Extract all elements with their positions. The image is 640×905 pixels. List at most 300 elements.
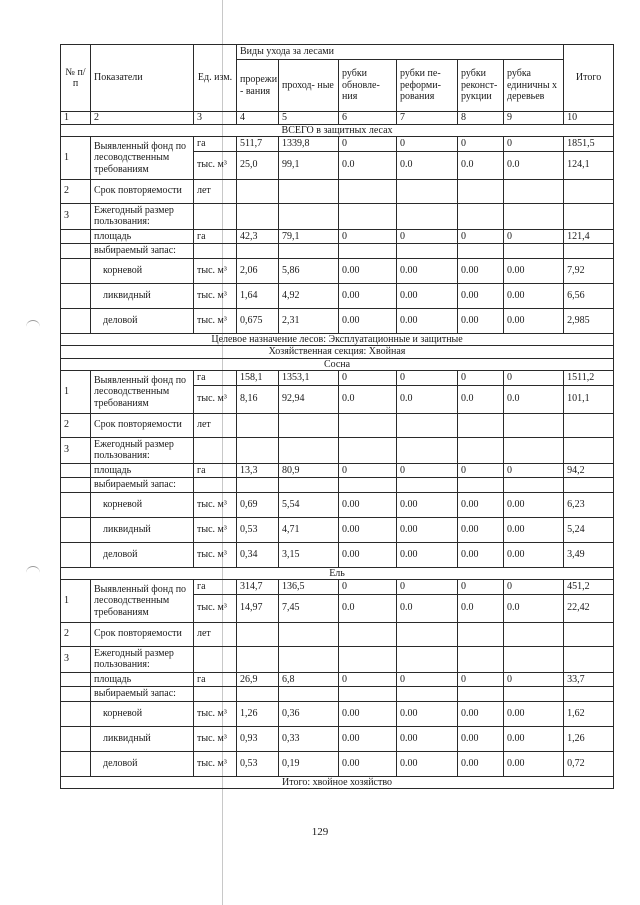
empty-cell [61, 701, 91, 726]
value-cell: 0,33 [279, 726, 339, 751]
table-row [61, 726, 614, 751]
header-care-types: Виды ухода за лесами [237, 45, 564, 60]
value-cell: 0.0 [504, 594, 564, 622]
header-number: № п/п [61, 45, 91, 112]
value-cell: 0.00 [504, 517, 564, 542]
value-cell: 1,26 [237, 701, 279, 726]
table-row [61, 346, 614, 359]
empty-cell [504, 413, 564, 437]
value-cell: 0.0 [458, 385, 504, 413]
empty-cell [279, 687, 339, 702]
value-cell: 2,31 [279, 308, 339, 333]
empty-cell [339, 687, 397, 702]
section-title: Итого: хвойное хозяйство [61, 776, 614, 789]
unit-cell: тыс. м³ [194, 151, 237, 179]
value-cell: 0 [504, 371, 564, 386]
value-cell: 2,06 [237, 258, 279, 283]
row-label: корневой [91, 492, 194, 517]
empty-cell [339, 622, 397, 646]
value-cell: 0.00 [397, 308, 458, 333]
empty-cell [237, 244, 279, 259]
unit-cell: лет [194, 622, 237, 646]
value-cell: 22,42 [564, 594, 614, 622]
empty-cell [504, 437, 564, 463]
empty-cell [61, 517, 91, 542]
value-cell: 0 [458, 137, 504, 152]
table-row [61, 229, 614, 244]
value-cell: 0 [458, 672, 504, 687]
value-cell: 0.00 [504, 701, 564, 726]
table-row [61, 283, 614, 308]
value-cell: 0.00 [458, 751, 504, 776]
value-cell: 2,985 [564, 308, 614, 333]
unit-cell: тыс. м³ [194, 517, 237, 542]
value-cell: 0.00 [339, 492, 397, 517]
row-label: Выявленный фонд по лесоводственным требованиям [91, 137, 194, 180]
row-number: 1 [61, 371, 91, 414]
value-cell: 0 [504, 137, 564, 152]
empty-cell [279, 203, 339, 229]
value-cell: 0.00 [504, 751, 564, 776]
value-cell: 0 [397, 137, 458, 152]
empty-cell [564, 622, 614, 646]
unit-cell: тыс. м³ [194, 385, 237, 413]
value-cell: 0.0 [339, 151, 397, 179]
empty-cell [61, 478, 91, 493]
empty-cell [237, 646, 279, 672]
value-cell: 0.00 [458, 517, 504, 542]
value-cell: 0 [339, 672, 397, 687]
row-number: 2 [61, 179, 91, 203]
unit-cell: га [194, 580, 237, 595]
empty-cell [194, 687, 237, 702]
value-cell: 79,1 [279, 229, 339, 244]
empty-cell [61, 672, 91, 687]
unit-cell: га [194, 229, 237, 244]
header-type: проход- ные [279, 60, 339, 112]
empty-cell [458, 687, 504, 702]
empty-cell [564, 646, 614, 672]
table-row [61, 463, 614, 478]
value-cell: 0 [458, 463, 504, 478]
unit-cell: тыс. м³ [194, 701, 237, 726]
empty-cell [237, 687, 279, 702]
header-type: рубки пе- реформи- рования [397, 60, 458, 112]
value-cell: 1,62 [564, 701, 614, 726]
empty-cell [61, 542, 91, 567]
value-cell: 0.00 [397, 283, 458, 308]
unit-cell: га [194, 371, 237, 386]
value-cell: 94,2 [564, 463, 614, 478]
value-cell: 0 [397, 463, 458, 478]
row-label: деловой [91, 751, 194, 776]
value-cell: 6,56 [564, 283, 614, 308]
value-cell: 25,0 [237, 151, 279, 179]
table-row [61, 567, 614, 580]
value-cell: 0 [397, 580, 458, 595]
value-cell: 0 [397, 371, 458, 386]
row-label: деловой [91, 542, 194, 567]
table-row [61, 413, 614, 437]
empty-cell [339, 437, 397, 463]
header-type: прорежи - вания [237, 60, 279, 112]
value-cell: 0 [339, 463, 397, 478]
empty-cell [61, 687, 91, 702]
empty-cell [237, 622, 279, 646]
value-cell: 0.0 [458, 594, 504, 622]
page-number: 129 [311, 826, 329, 838]
value-cell: 0 [504, 229, 564, 244]
value-cell: 0.00 [458, 542, 504, 567]
empty-cell [279, 437, 339, 463]
empty-cell [61, 492, 91, 517]
col-number: 9 [504, 112, 564, 125]
value-cell: 6,23 [564, 492, 614, 517]
table-row [61, 203, 614, 229]
col-number: 2 [91, 112, 194, 125]
value-cell: 0.0 [339, 385, 397, 413]
col-number: 1 [61, 112, 91, 125]
value-cell: 0.00 [397, 726, 458, 751]
empty-cell [564, 437, 614, 463]
empty-cell [279, 179, 339, 203]
value-cell: 7,92 [564, 258, 614, 283]
row-label: Срок повторяемости [91, 622, 194, 646]
value-cell: 33,7 [564, 672, 614, 687]
forest-care-table [60, 44, 614, 789]
value-cell: 0.00 [504, 726, 564, 751]
empty-cell [61, 229, 91, 244]
unit-cell: га [194, 672, 237, 687]
punch-hole-mark [26, 320, 40, 329]
header-type: рубки обновле- ния [339, 60, 397, 112]
empty-cell [397, 413, 458, 437]
unit-cell: га [194, 463, 237, 478]
value-cell: 0,69 [237, 492, 279, 517]
empty-cell [458, 478, 504, 493]
row-label: Ежегодный размер пользования: [91, 646, 194, 672]
value-cell: 1,64 [237, 283, 279, 308]
section-title: ВСЕГО в защитных лесах [61, 124, 614, 137]
row-label: выбираемый запас: [91, 687, 194, 702]
empty-cell [504, 687, 564, 702]
value-cell: 0.0 [504, 151, 564, 179]
table-row [61, 776, 614, 789]
table-row [61, 672, 614, 687]
value-cell: 0.00 [504, 542, 564, 567]
value-cell: 0,72 [564, 751, 614, 776]
value-cell: 5,24 [564, 517, 614, 542]
value-cell: 4,71 [279, 517, 339, 542]
empty-cell [397, 437, 458, 463]
empty-cell [564, 203, 614, 229]
table-row [61, 333, 614, 346]
value-cell: 1,26 [564, 726, 614, 751]
value-cell: 0.00 [397, 492, 458, 517]
empty-cell [61, 283, 91, 308]
empty-cell [61, 244, 91, 259]
empty-cell [237, 179, 279, 203]
table-body [61, 124, 614, 789]
row-number: 2 [61, 622, 91, 646]
empty-cell [564, 478, 614, 493]
value-cell: 0.0 [397, 385, 458, 413]
row-number: 2 [61, 413, 91, 437]
value-cell: 511,7 [237, 137, 279, 152]
value-cell: 0 [339, 371, 397, 386]
value-cell: 0 [504, 463, 564, 478]
row-label: выбираемый запас: [91, 478, 194, 493]
row-label: корневой [91, 258, 194, 283]
value-cell: 0 [339, 580, 397, 595]
empty-cell [237, 478, 279, 493]
table-row [61, 687, 614, 702]
empty-cell [504, 203, 564, 229]
value-cell: 0.00 [339, 283, 397, 308]
value-cell: 0,53 [237, 751, 279, 776]
table-row [61, 542, 614, 567]
row-label: площадь [91, 229, 194, 244]
value-cell: 0.00 [458, 258, 504, 283]
empty-cell [194, 244, 237, 259]
row-label: Ежегодный размер пользования: [91, 437, 194, 463]
value-cell: 0.0 [458, 151, 504, 179]
value-cell: 136,5 [279, 580, 339, 595]
header-total: Итого [564, 45, 614, 112]
value-cell: 0 [458, 229, 504, 244]
section-title: Сосна [61, 358, 614, 371]
value-cell: 0 [458, 580, 504, 595]
row-label: Ежегодный размер пользования: [91, 203, 194, 229]
row-label: выбираемый запас: [91, 244, 194, 259]
value-cell: 14,97 [237, 594, 279, 622]
value-cell: 0.00 [339, 517, 397, 542]
table-row [61, 751, 614, 776]
empty-cell [279, 413, 339, 437]
table-row [61, 358, 614, 371]
value-cell: 1851,5 [564, 137, 614, 152]
value-cell: 0,93 [237, 726, 279, 751]
empty-cell [279, 244, 339, 259]
empty-cell [458, 622, 504, 646]
value-cell: 0.00 [504, 258, 564, 283]
value-cell: 0.00 [458, 492, 504, 517]
empty-cell [397, 687, 458, 702]
table-row [61, 308, 614, 333]
value-cell: 0.00 [397, 751, 458, 776]
unit-cell: тыс. м³ [194, 726, 237, 751]
unit-cell: тыс. м³ [194, 258, 237, 283]
value-cell: 0.00 [339, 726, 397, 751]
table-row [61, 622, 614, 646]
value-cell: 0.00 [397, 517, 458, 542]
value-cell: 0.0 [339, 594, 397, 622]
value-cell: 42,3 [237, 229, 279, 244]
empty-cell [194, 437, 237, 463]
empty-cell [564, 244, 614, 259]
empty-cell [564, 179, 614, 203]
value-cell: 101,1 [564, 385, 614, 413]
empty-cell [504, 179, 564, 203]
punch-hole-mark [26, 566, 40, 575]
empty-cell [397, 179, 458, 203]
empty-cell [339, 244, 397, 259]
empty-cell [397, 646, 458, 672]
value-cell: 0,36 [279, 701, 339, 726]
value-cell: 4,92 [279, 283, 339, 308]
value-cell: 0.00 [504, 492, 564, 517]
empty-cell [279, 478, 339, 493]
empty-cell [397, 203, 458, 229]
value-cell: 0.00 [504, 283, 564, 308]
empty-cell [194, 478, 237, 493]
table-row [61, 258, 614, 283]
value-cell: 0,53 [237, 517, 279, 542]
empty-cell [504, 622, 564, 646]
table-row [61, 646, 614, 672]
table-row [61, 179, 614, 203]
value-cell: 26,9 [237, 672, 279, 687]
row-label: Срок повторяемости [91, 179, 194, 203]
value-cell: 0 [504, 672, 564, 687]
value-cell: 3,49 [564, 542, 614, 567]
forest-care-table-sheet [60, 44, 613, 789]
value-cell: 1511,2 [564, 371, 614, 386]
value-cell: 1339,8 [279, 137, 339, 152]
value-cell: 1353,1 [279, 371, 339, 386]
unit-cell: тыс. м³ [194, 492, 237, 517]
empty-cell [61, 726, 91, 751]
header-indicator: Показатели [91, 45, 194, 112]
value-cell: 0.00 [458, 283, 504, 308]
empty-cell [237, 437, 279, 463]
row-number: 1 [61, 580, 91, 623]
col-number: 6 [339, 112, 397, 125]
section-title: Ель [61, 567, 614, 580]
empty-cell [458, 646, 504, 672]
value-cell: 0.00 [339, 542, 397, 567]
table-row [61, 244, 614, 259]
empty-cell [458, 437, 504, 463]
table-row [61, 517, 614, 542]
empty-cell [458, 244, 504, 259]
value-cell: 0.0 [397, 594, 458, 622]
table-row [61, 137, 614, 152]
value-cell: 7,45 [279, 594, 339, 622]
row-number: 3 [61, 203, 91, 229]
col-number: 8 [458, 112, 504, 125]
value-cell: 0.00 [458, 308, 504, 333]
value-cell: 0 [339, 137, 397, 152]
unit-cell: тыс. м³ [194, 751, 237, 776]
value-cell: 124,1 [564, 151, 614, 179]
empty-cell [237, 413, 279, 437]
row-number: 3 [61, 437, 91, 463]
empty-cell [61, 258, 91, 283]
empty-cell [397, 244, 458, 259]
value-cell: 314,7 [237, 580, 279, 595]
table-row [61, 492, 614, 517]
empty-cell [504, 244, 564, 259]
value-cell: 0,675 [237, 308, 279, 333]
header-type: рубки реконст- рукции [458, 60, 504, 112]
value-cell: 0.00 [504, 308, 564, 333]
row-number: 1 [61, 137, 91, 180]
empty-cell [279, 646, 339, 672]
value-cell: 0.00 [339, 701, 397, 726]
row-label: Срок повторяемости [91, 413, 194, 437]
row-label: Выявленный фонд по лесоводственным требованиям [91, 580, 194, 623]
unit-cell: тыс. м³ [194, 542, 237, 567]
empty-cell [194, 203, 237, 229]
unit-cell: лет [194, 179, 237, 203]
unit-cell: тыс. м³ [194, 594, 237, 622]
col-number: 3 [194, 112, 237, 125]
empty-cell [339, 413, 397, 437]
empty-cell [237, 203, 279, 229]
table-row [61, 701, 614, 726]
empty-cell [504, 478, 564, 493]
value-cell: 92,94 [279, 385, 339, 413]
row-label: ликвидный [91, 726, 194, 751]
unit-cell: тыс. м³ [194, 283, 237, 308]
col-number: 5 [279, 112, 339, 125]
value-cell: 121,4 [564, 229, 614, 244]
empty-cell [504, 646, 564, 672]
empty-cell [458, 203, 504, 229]
value-cell: 80,9 [279, 463, 339, 478]
empty-cell [61, 751, 91, 776]
value-cell: 0,34 [237, 542, 279, 567]
value-cell: 0.00 [339, 751, 397, 776]
value-cell: 5,86 [279, 258, 339, 283]
value-cell: 0.00 [397, 258, 458, 283]
empty-cell [279, 622, 339, 646]
value-cell: 0 [458, 371, 504, 386]
value-cell: 0,19 [279, 751, 339, 776]
value-cell: 3,15 [279, 542, 339, 567]
empty-cell [194, 646, 237, 672]
col-number: 10 [564, 112, 614, 125]
row-label: ликвидный [91, 283, 194, 308]
empty-cell [397, 478, 458, 493]
empty-cell [458, 179, 504, 203]
row-label: деловой [91, 308, 194, 333]
header-type: рубка единичны х деревьев [504, 60, 564, 112]
section-title: Хозяйственная секция: Хвойная [61, 346, 614, 359]
value-cell: 0 [397, 229, 458, 244]
empty-cell [61, 463, 91, 478]
table-row [61, 437, 614, 463]
value-cell: 0.00 [339, 308, 397, 333]
empty-cell [339, 203, 397, 229]
row-label: ликвидный [91, 517, 194, 542]
unit-cell: га [194, 137, 237, 152]
value-cell: 158,1 [237, 371, 279, 386]
value-cell: 0.0 [504, 385, 564, 413]
row-label: корневой [91, 701, 194, 726]
value-cell: 451,2 [564, 580, 614, 595]
value-cell: 13,3 [237, 463, 279, 478]
empty-cell [339, 646, 397, 672]
unit-cell: тыс. м³ [194, 308, 237, 333]
col-number: 4 [237, 112, 279, 125]
value-cell: 99,1 [279, 151, 339, 179]
value-cell: 0.00 [458, 701, 504, 726]
empty-cell [564, 687, 614, 702]
empty-cell [339, 179, 397, 203]
value-cell: 0 [339, 229, 397, 244]
